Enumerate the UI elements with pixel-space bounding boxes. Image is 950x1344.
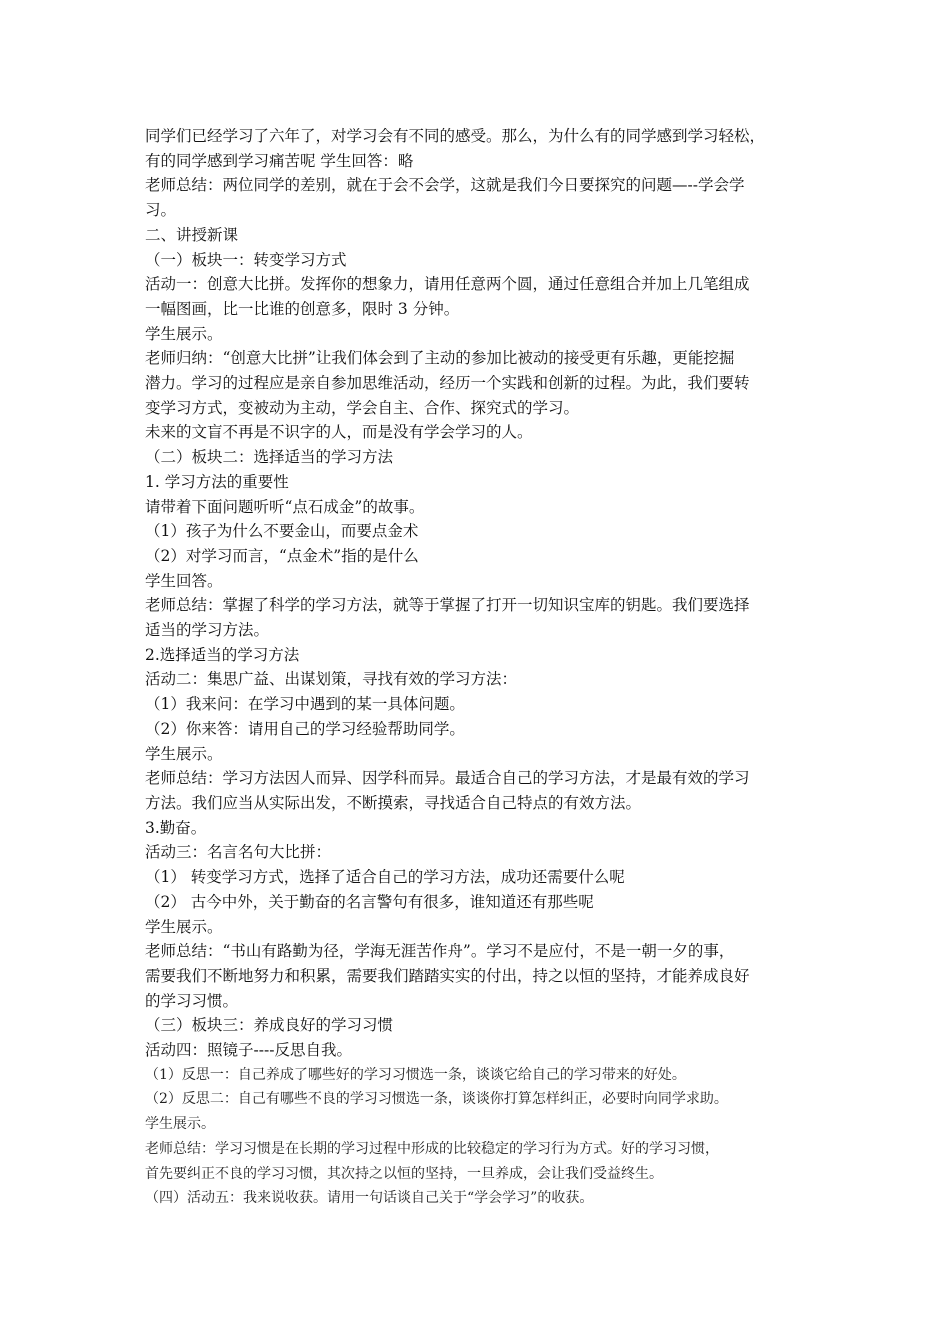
text-line: 二、讲授新课 (145, 225, 239, 244)
text-line: 学生展示。 (145, 744, 223, 763)
text-line: 同学们已经学习了六年了，对学习会有不同的感受。那么，为什么有的同学感到学习轻松， (145, 127, 766, 145)
text-line: 有的同学感到学习痛苦呢 学生回答：略 (145, 151, 414, 170)
text-line: 老师总结：“书山有路勤为径，学海无涯苦作舟”。学习不是应付，不是一朝一夕的事， (145, 942, 735, 961)
text-line: 老师总结：两位同学的差别，就在于会不会学，这就是我们今日要探究的问题—--学会学 (145, 176, 745, 195)
text-line: 学生展示。 (145, 1116, 215, 1133)
text-line: 的学习习惯。 (145, 991, 239, 1010)
text-line: （2）反思二：自己有哪些不良的学习习惯选一条，谈谈你打算怎样纠正，必要时向同学求助。 (145, 1091, 728, 1108)
text-line: （1）孩子为什么不要金山，而要点金术 (145, 522, 419, 541)
text-line: （2）你来答：请用自己的学习经验帮助同学。 (145, 719, 465, 738)
text-line: 一幅图画，比一比谁的创意多，限时 3 分钟。 (145, 299, 460, 318)
text-line: 老师总结：学习习惯是在长期的学习过程中形成的比较稳定的学习行为方式。好的学习习惯， (145, 1140, 719, 1157)
text-line: 适当的学习方法。 (145, 621, 270, 640)
text-line: （1） 转变学习方式，选择了适合自己的学习方法，成功还需要什么呢 (145, 868, 625, 887)
document-page (145, 124, 815, 1211)
text-line: 2.选择适当的学习方法 (145, 645, 300, 664)
text-line: 3.勤奋。 (145, 818, 207, 837)
text-line: （四）活动五：我来说收获。请用一句话谈自己关于“学会学习”的收获。 (145, 1190, 594, 1207)
text-line: （2） 古今中外，关于勤奋的名言警句有很多，谁知道还有那些呢 (145, 892, 594, 911)
text-line: （1）我来问：在学习中遇到的某一具体问题。 (145, 695, 465, 714)
text-line: 1. 学习方法的重要性 (145, 472, 289, 491)
text-line: 习。 (145, 201, 177, 220)
text-line: 学生展示。 (145, 324, 223, 343)
text-line: 老师总结：掌握了科学的学习方法，就等于掌握了打开一切知识宝库的钥匙。我们要选择 (145, 596, 750, 615)
text-line: 未来的文盲不再是不识字的人，而是没有学会学习的人。 (145, 423, 533, 442)
text-line: 老师总结：学习方法因人而异、因学科而异。最适合自己的学习方法，才是最有效的学习 (145, 769, 750, 788)
text-line: 活动一：创意大比拼。发挥你的想象力，请用任意两个圆，通过任意组合并加上几笔组成 (145, 275, 750, 294)
text-line: 首先要纠正不良的学习习惯，其次持之以恒的坚持，一旦养成，会让我们受益终生。 (145, 1165, 663, 1182)
text-line: 活动二：集思广益、出谋划策，寻找有效的学习方法： (145, 670, 518, 689)
text-line: 方法。我们应当从实际出发，不断摸索，寻找适合自己特点的有效方法。 (145, 793, 642, 812)
text-line: 学生展示。 (145, 917, 223, 936)
text-line: （1）反思一：自己养成了哪些好的学习习惯选一条，谈谈它给自己的学习带来的好处。 (145, 1066, 686, 1083)
text-line: 老师归纳：“创意大比拼”让我们体会到了主动的参加比被动的接受更有乐趣，更能挖掘 (145, 349, 735, 368)
text-line: 请带着下面问题听听“点石成金”的故事。 (145, 497, 425, 516)
text-line: 活动四：照镜子----反思自我。 (145, 1041, 352, 1060)
text-line: 潜力。学习的过程应是亲自参加思维活动，经历一个实践和创新的过程。为此，我们要转 (145, 374, 750, 393)
text-line: （二）板块二：选择适当的学习方法 (145, 448, 394, 467)
text-line: 活动三：名言名句大比拼： (145, 843, 332, 862)
text-line: 变学习方式，变被动为主动，学会自主、合作、探究式的学习。 (145, 398, 580, 417)
text-line: （2）对学习而言，“点金术”指的是什么 (145, 546, 419, 565)
text-line: 学生回答。 (145, 571, 223, 590)
text-line: （三）板块三：养成良好的学习习惯 (145, 1016, 394, 1035)
text-line: 需要我们不断地努力和积累，需要我们踏踏实实的付出，持之以恒的坚持，才能养成良好 (145, 966, 750, 985)
text-line: （一）板块一：转变学习方式 (145, 250, 347, 269)
